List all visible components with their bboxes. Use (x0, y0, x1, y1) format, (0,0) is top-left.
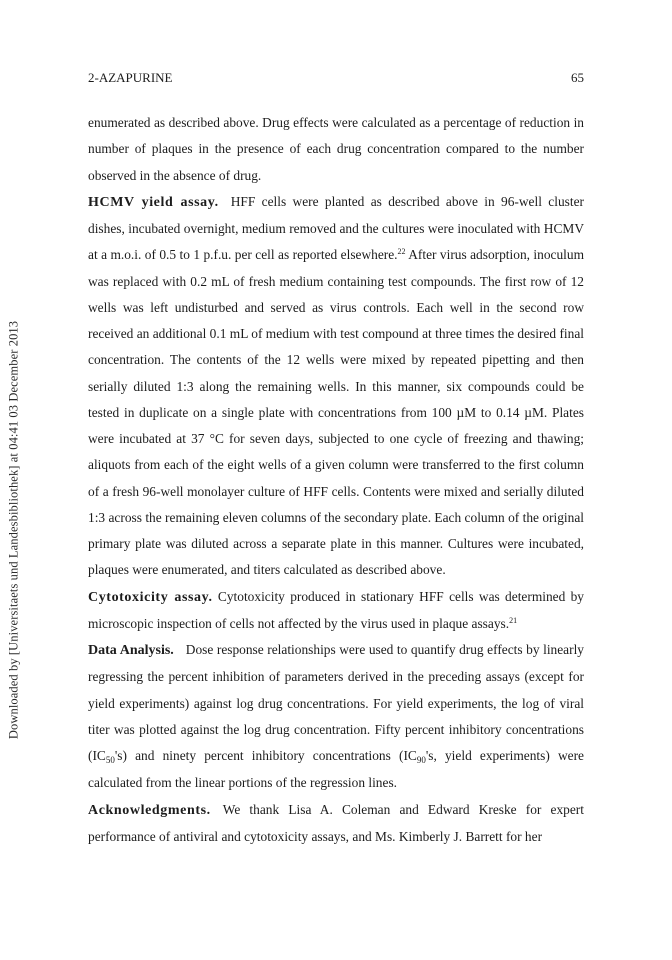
reference-marker: 21 (509, 615, 518, 625)
paragraph-plaque-continuation (88, 110, 584, 189)
paragraph-text: We thank Lisa A. Coleman and Edward Kreske for expert performance of antiviral and cytotoxicity assays, and Ms. Kimberly J. Barrett for her (88, 801, 584, 844)
page-number: 65 (571, 70, 584, 85)
paragraph-text: Dose response relationships were used to quantify drug effects by linearly regressing the percent inhibition of parameters derived in the preceding assays (except for yield experiments) against log drug concentrations. For yield experiments, the log of viral titer was plotted against the log drug concentration. Fifty percent inhibitory concentrations (IC (88, 642, 584, 763)
paragraph-text: enumerated as described above. Drug effects were calculated as a percentage of reduction in number of plaques in the presence of each drug concentration compared to the number observed in the absence of drug. (88, 115, 584, 183)
body-text (88, 110, 584, 850)
paragraph-acknowledgments (88, 797, 584, 851)
running-title: 2-AZAPURINE (88, 70, 173, 85)
paragraph-text: Cytotoxicity produced in stationary HFF cells was determined by microscopic inspection of cells not affected by the virus used in plaque assays. (88, 588, 584, 631)
paragraph-text: After virus adsorption, inoculum was replaced with 0.2 mL of fresh medium containing test compounds. The first row of 12 wells was left undisturbed and served as virus controls. Each well in the second row received an additional 0.1 mL of medium with test compound at three times the desired final concentration. The contents of the 12 wells were mixed by repeated pipetting and then serially diluted 1:3 along the remaining wells. In this manner, six compounds could be tested in duplicate on a single plate with concentrations from 100 µM to 0.14 µM. Plates were incubated at 37 °C for seven days, subjected to one cycle of freezing and thawing; aliquots from each of the eight wells of a given column were transferred to the first column of a fresh 96-well monolayer culture of HFF cells. Contents were mixed and serially diluted 1:3 across the remaining eleven columns of the secondary plate. Each column of the original primary plate was diluted across a separate plate in this manner. Cultures were incubated, plaques were enumerated, and titers calculated as described above. (88, 247, 584, 578)
section-heading-data-analysis: Data Analysis. (88, 643, 174, 658)
running-header (88, 70, 584, 88)
paragraph-text: 's) and ninety percent inhibitory concentrations (IC (114, 748, 417, 763)
reference-marker: 22 (397, 247, 406, 257)
section-heading-cytotoxicity: Cytotoxicity assay. (88, 589, 213, 605)
paragraph-text: HFF cells were planted as described above in 96-well cluster dishes, incubated overnight, medium removed and the cultures were inoculated with HCMV at a m.o.i. of 0.5 to 1 p.f.u. per cell as reported elsewhere. (88, 193, 584, 263)
subscript-90: 90 (416, 755, 426, 765)
section-heading-acknowledgments: Acknowledgments. (88, 802, 211, 818)
paragraph-text: 's, yield experiments) were calculated from the linear portions of the regression lines. (88, 748, 584, 791)
download-watermark: Downloaded by [Universitaets und Landesbibliothek] at 04:41 03 December 2013 (6, 320, 21, 740)
paragraph-cytotoxicity-assay (88, 584, 584, 638)
section-heading-hcmv-yield: HCMV yield assay. (88, 194, 219, 210)
paragraph-hcmv-yield-assay (88, 189, 584, 584)
paragraph-data-analysis (88, 637, 584, 797)
subscript-50: 50 (105, 755, 115, 765)
